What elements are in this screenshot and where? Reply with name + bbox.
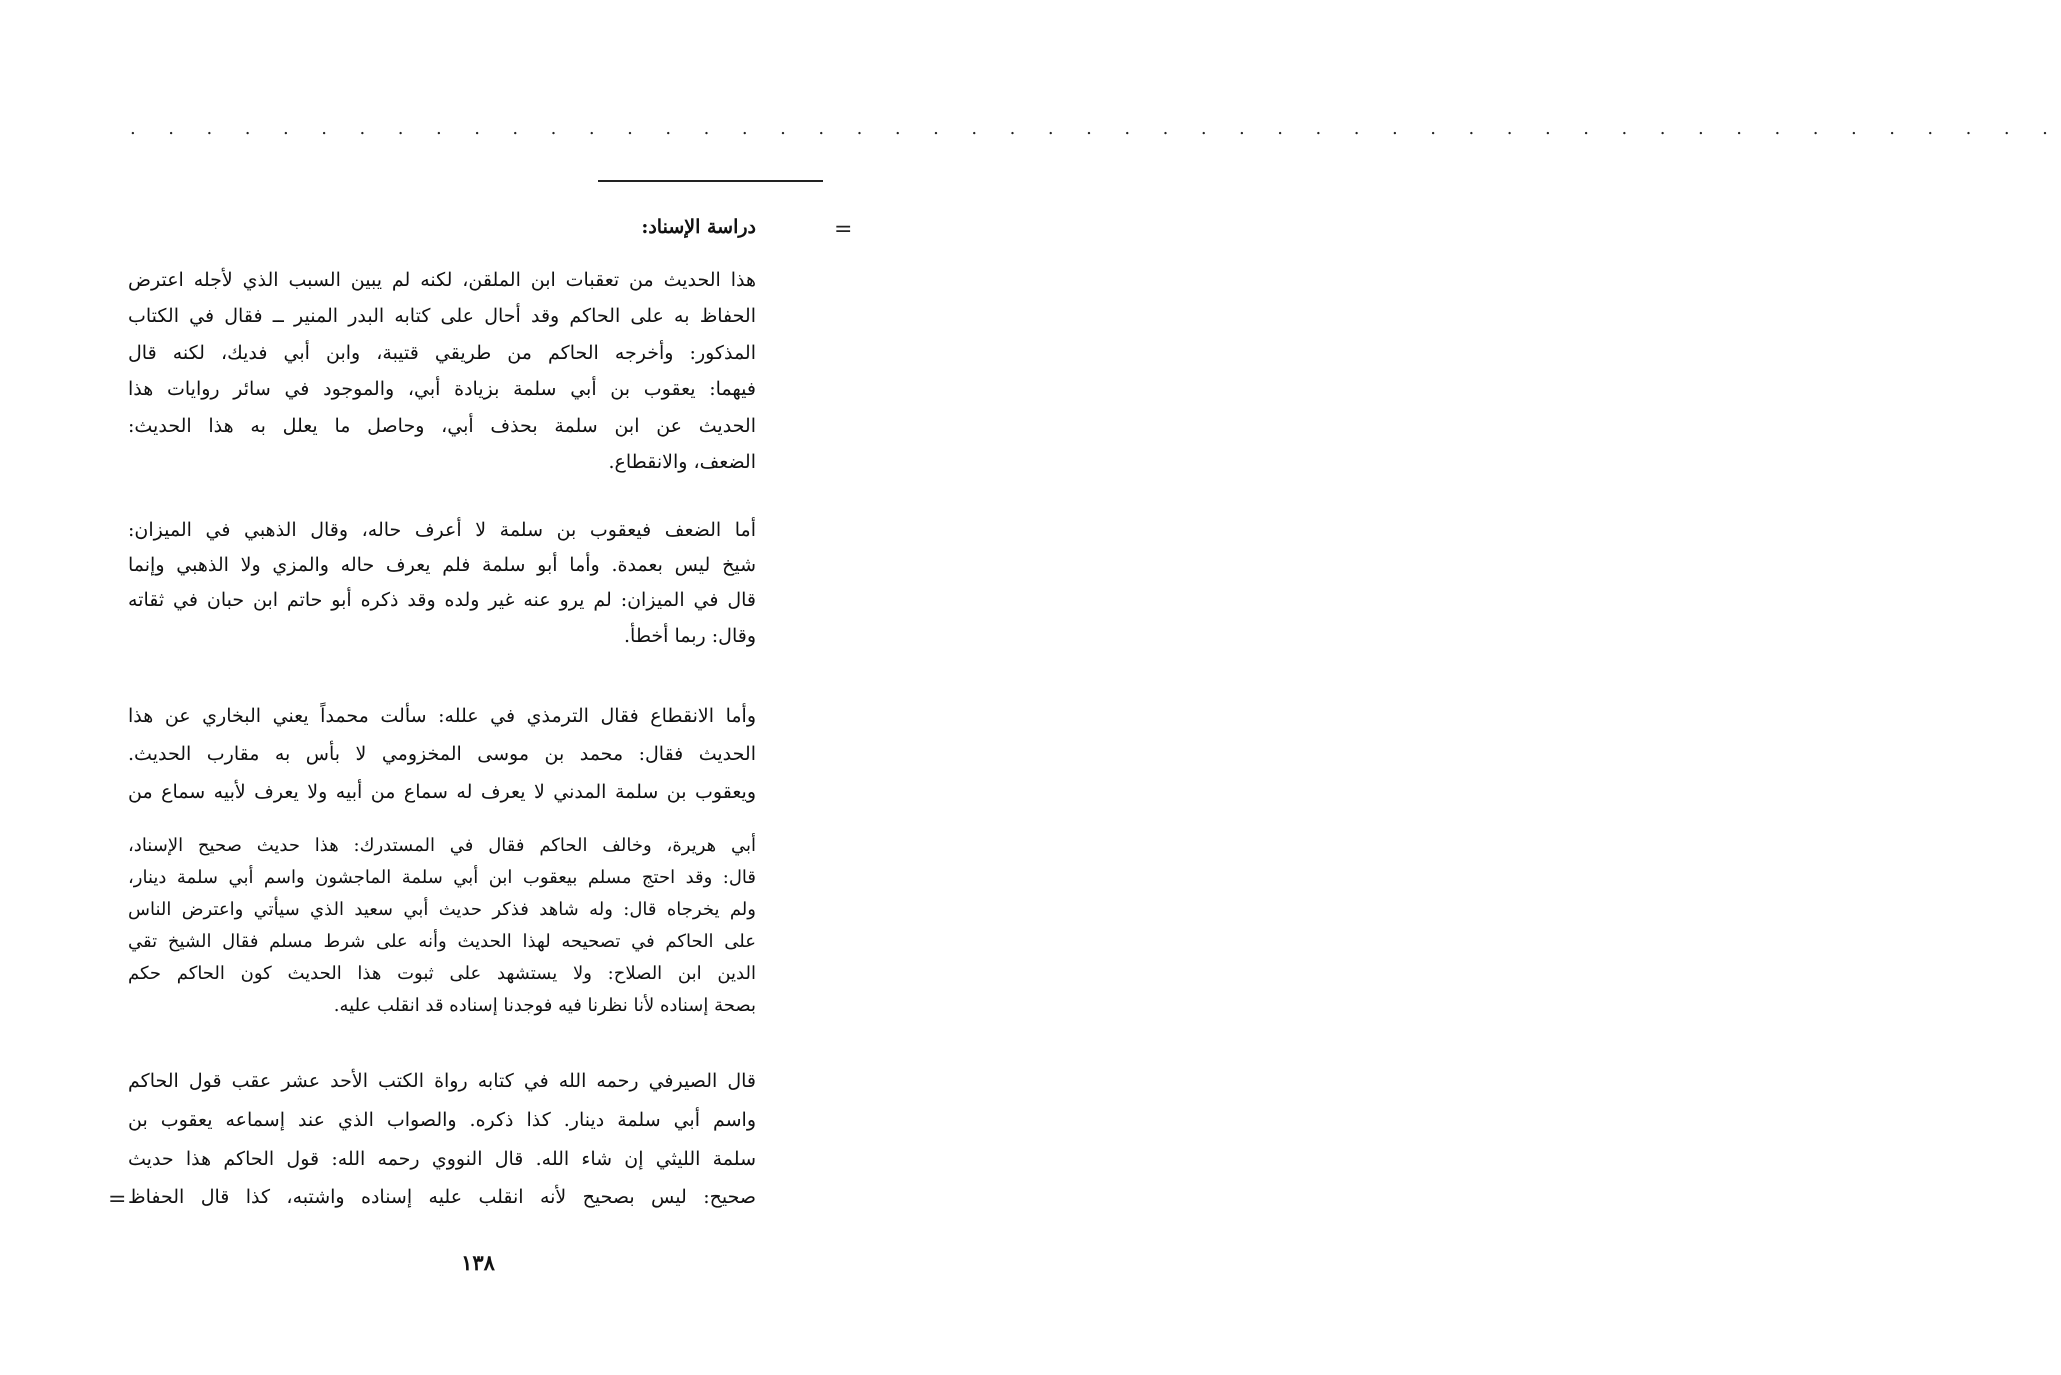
text-line: وقال: ربما أخطأ. bbox=[623, 624, 756, 647]
text-line: المذكور: وأخرجه الحاكم من طريقي قتيبة، وابن أبي فديك، لكنه قال bbox=[128, 341, 756, 364]
continuation-marker-top: = bbox=[834, 217, 853, 242]
text-line: قال الصيرفي رحمه الله في كتابه رواة الكتب الأحد عشر عقب قول الحاكم bbox=[128, 1070, 756, 1092]
text-line: فيهما: يعقوب بن أبي سلمة بزيادة أبي، والموجود في سائر روايات هذا bbox=[128, 378, 756, 401]
text-line: الضعف، والانقطاع. bbox=[608, 450, 756, 473]
text-line: أبي هريرة، وخالف الحاكم فقال في المستدرك: هذا حديث صحيح الإسناد، bbox=[128, 835, 756, 856]
text-line: ولم يخرجاه قال: وله شاهد فذكر حديث أبي سعيد الذي سيأتي واعترض الناس bbox=[128, 899, 756, 921]
footnote-rule bbox=[598, 180, 823, 182]
paragraph-2 bbox=[128, 513, 756, 654]
paragraph-1 bbox=[128, 262, 756, 480]
text-line: هذا الحديث من تعقبات ابن الملقن، لكنه لم يبين السبب الذي لأجله اعترض bbox=[128, 269, 756, 291]
text-line: الحفاظ به على الحاكم وقد أحال على كتابه البدر المنير ــ فقال في الكتاب bbox=[128, 305, 756, 328]
text-line: الدين ابن الصلاح: ولا يستشهد على ثبوت هذا الحديث كون الحاكم حكم bbox=[128, 963, 756, 985]
text-line: سلمة الليثي إن شاء الله. قال النووي رحمه الله: قول الحاكم هذا حديث bbox=[128, 1147, 756, 1170]
text-line: بصحة إسناده لأنا نظرنا فيه فوجدنا إسناده قد انقلب عليه. bbox=[333, 995, 756, 1017]
text-line: وأما الانقطاع فقال الترمذي في علله: سألت محمداً يعني البخاري عن هذا bbox=[128, 705, 756, 727]
text-line: الحديث عن ابن سلمة بحذف أبي، وحاصل ما يعلل به هذا الحديث: bbox=[128, 414, 756, 437]
text-line: الحديث فقال: محمد بن موسى المخزومي لا بأس به مقارب الحديث. bbox=[128, 743, 756, 765]
text-line: واسم أبي سلمة دينار. كذا ذكره. والصواب الذي عند إسماعه يعقوب بن bbox=[128, 1108, 756, 1131]
text-line: قال في الميزان: لم يرو عنه غير ولده وقد ذكره أبو حاتم ابن حبان في ثقاته bbox=[128, 589, 756, 612]
paragraph-5 bbox=[128, 1062, 756, 1217]
text-line: صحيح: ليس بصحيح لأنه انقلب عليه إسناده واشتبه، كذا قال الحفاظ bbox=[128, 1186, 756, 1209]
page-number: ١٣٨ bbox=[461, 1250, 495, 1275]
dotted-separator: . . . . . . . . . . . . . . . . . . . . . . . . . . . . . . . . . . . . . . . . . . . . . . . . . . . bbox=[130, 118, 2061, 139]
text-line: أما الضعف فيعقوب بن سلمة لا أعرف حاله، وقال الذهبي في الميزان: bbox=[128, 519, 757, 541]
paragraph-3 bbox=[128, 697, 756, 811]
text-line: شيخ ليس بعمدة. وأما أبو سلمة فلم يعرف حاله والمزي ولا الذهبي وإنما bbox=[128, 554, 756, 577]
text-line: ويعقوب بن سلمة المدني لا يعرف له سماع من أبيه ولا يعرف لأبيه سماع من bbox=[128, 781, 756, 803]
text-line: على الحاكم في تصحيحه لهذا الحديث وأنه على شرط مسلم فقال الشيخ تقي bbox=[128, 931, 756, 953]
continuation-marker-bottom: = bbox=[108, 1187, 127, 1212]
text-line: قال: وقد احتج مسلم بيعقوب ابن أبي سلمة الماجشون واسم أبي سلمة دينار، bbox=[128, 867, 756, 889]
paragraph-4 bbox=[128, 830, 756, 1023]
section-title: دراسة الإسناد: bbox=[641, 216, 756, 238]
